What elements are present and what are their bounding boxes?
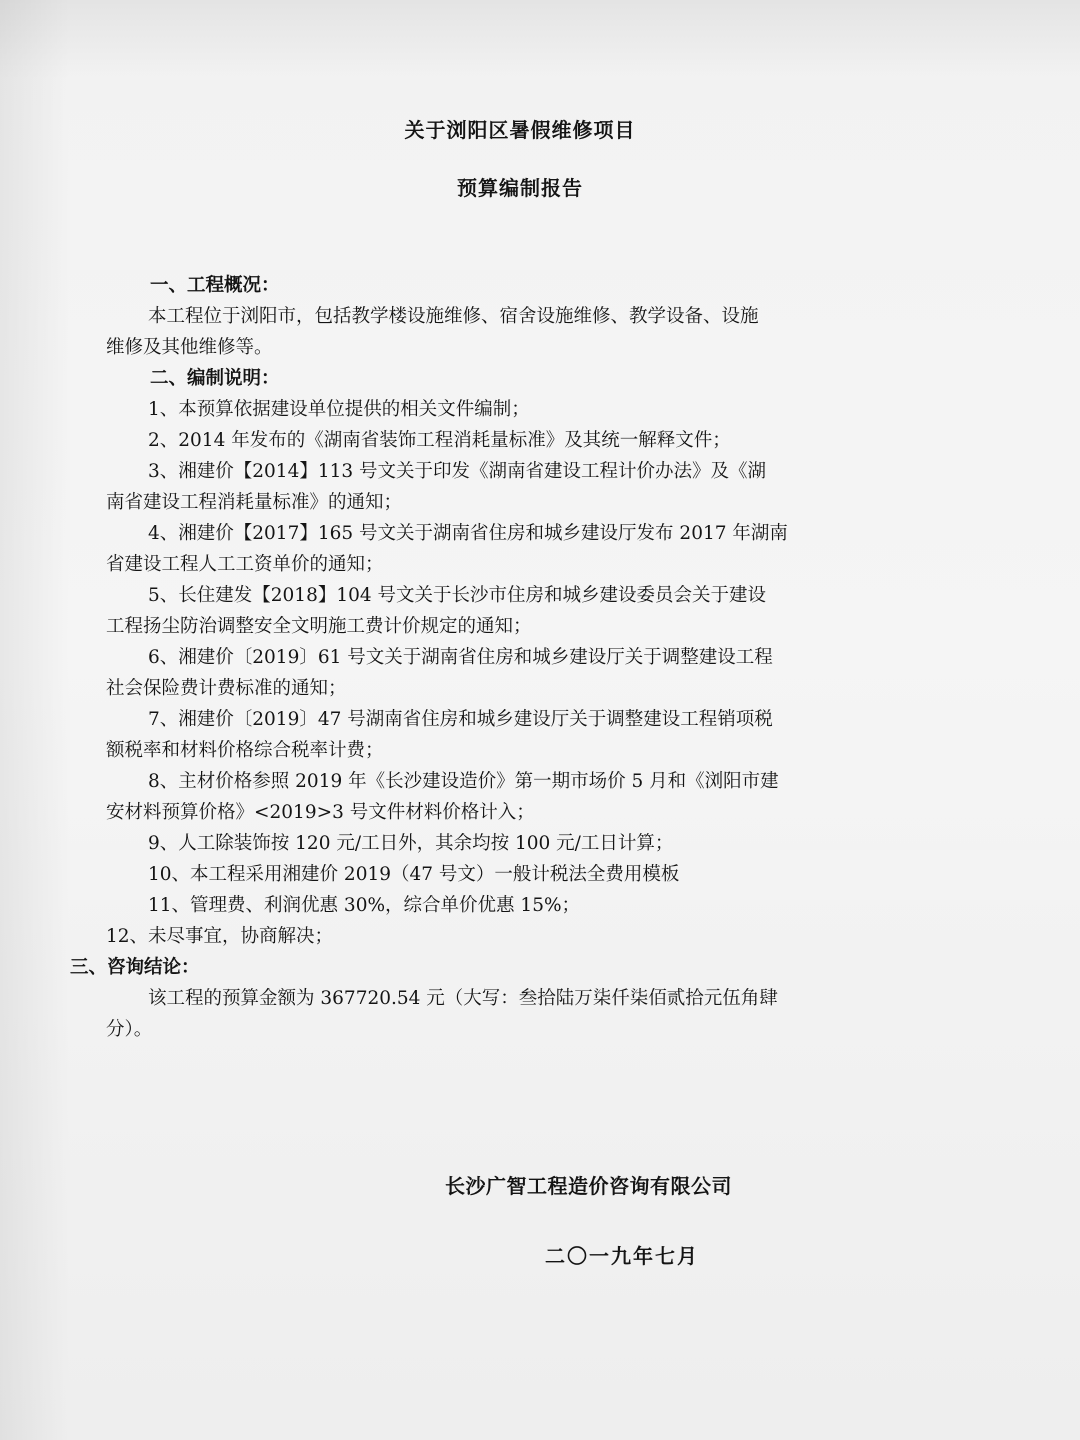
overview-text-line: 维修及其他维修等。 xyxy=(106,337,273,358)
overview-text-line: 本工程位于浏阳市，包括教学楼设施维修、宿舍设施维修、教学设备、设施 xyxy=(148,306,759,327)
note-line: 8、主材价格参照 2019 年《长沙建设造价》第一期市场价 5 月和《浏阳市建 xyxy=(148,771,779,792)
document-date: 二〇一九年七月 xyxy=(545,1244,699,1268)
note-line: 1、本预算依据建设单位提供的相关文件编制； xyxy=(148,399,530,420)
document-content xyxy=(70,270,970,1045)
note-line: 12、未尽事宜，协商解决； xyxy=(106,926,334,947)
note-line: 工程扬尘防治调整安全文明施工费计价规定的通知； xyxy=(106,616,532,637)
note-line: 南省建设工程消耗量标准》的通知； xyxy=(106,492,403,513)
note-line: 2、2014 年发布的《湖南省装饰工程消耗量标准》及其统一解释文件； xyxy=(148,430,731,451)
note-line: 省建设工程人工工资单价的通知； xyxy=(106,554,384,575)
note-line: 额税率和材料价格综合税率计费； xyxy=(106,740,384,761)
note-line: 5、长住建发【2018】104 号文关于长沙市住房和城乡建设委员会关于建设 xyxy=(148,585,767,606)
note-line: 4、湘建价【2017】165 号文关于湖南省住房和城乡建设厅发布 2017 年湖南 xyxy=(148,523,788,544)
note-line: 10、本工程采用湘建价 2019（47 号文）一般计税法全费用模板 xyxy=(148,864,680,885)
note-line: 11、管理费、利润优惠 30%，综合单价优惠 15%； xyxy=(148,895,581,916)
document-page xyxy=(70,90,970,1290)
note-line: 6、湘建价〔2019〕61 号文关于湖南省住房和城乡建设厅关于调整建设工程 xyxy=(148,647,773,668)
note-line: 安材料预算价格》<2019>3 号文件材料价格计入； xyxy=(106,802,535,823)
note-line: 9、人工除装饰按 120 元/工日外，其余均按 100 元/工日计算； xyxy=(148,833,674,854)
note-line: 7、湘建价〔2019〕47 号湖南省住房和城乡建设厅关于调整建设工程销项税 xyxy=(148,709,773,730)
top-shadow xyxy=(0,0,1080,80)
section-heading-conclusion: 三、咨询结论： xyxy=(70,957,200,978)
section-heading-overview: 一、工程概况： xyxy=(150,275,280,296)
conclusion-text-line: 该工程的预算金额为 367720.54 元（大写：叁拾陆万柒仟柒佰贰拾元伍角肆 xyxy=(148,988,778,1009)
section-heading-notes: 二、编制说明： xyxy=(150,368,280,389)
note-line: 社会保险费计费标准的通知； xyxy=(106,678,347,699)
note-line: 3、湘建价【2014】113 号文关于印发《湖南省建设工程计价办法》及《湖 xyxy=(148,461,767,482)
company-signature: 长沙广智工程造价咨询有限公司 xyxy=(445,1174,732,1198)
document-subtitle: 预算编制报告 xyxy=(457,176,583,200)
conclusion-text-line: 分）。 xyxy=(106,1019,153,1040)
left-shadow xyxy=(0,0,70,1440)
document-title: 关于浏阳区暑假维修项目 xyxy=(404,118,636,142)
